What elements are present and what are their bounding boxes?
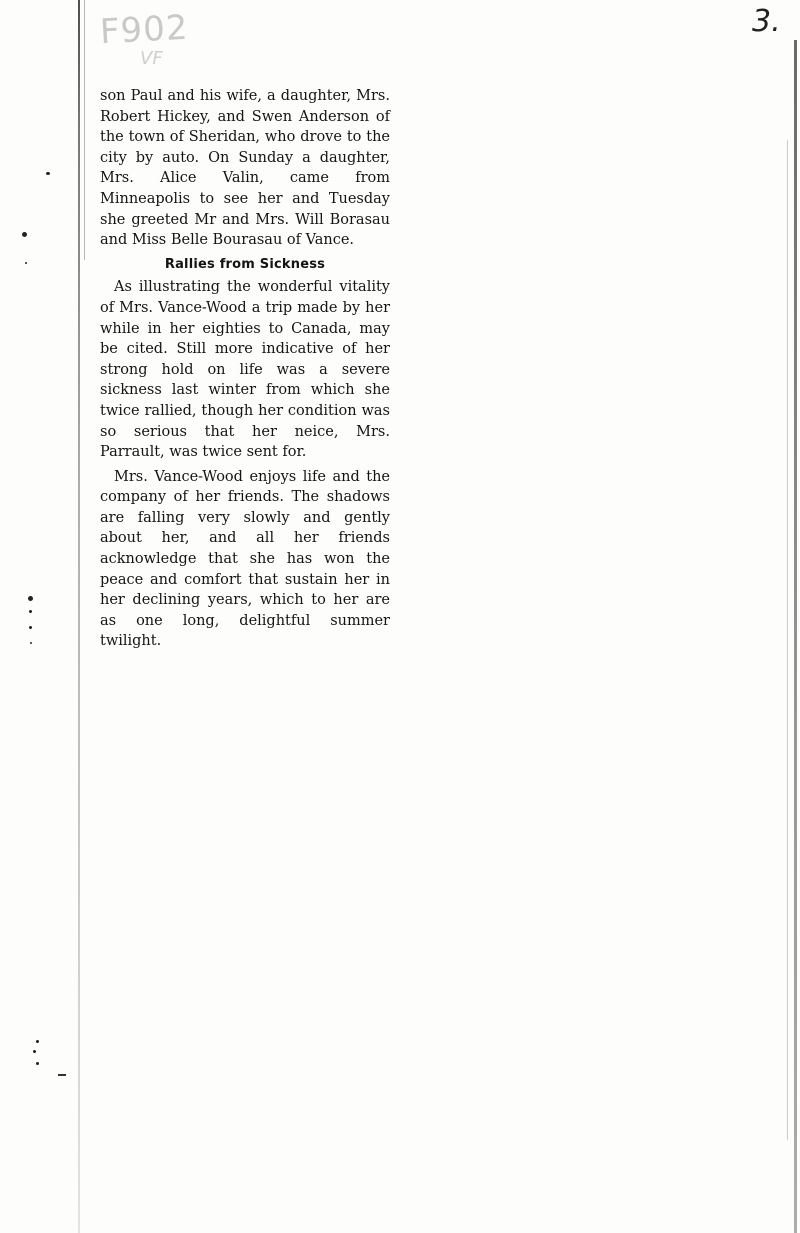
archive-stamp: F902 [99, 7, 190, 53]
margin-speck [36, 1062, 39, 1065]
page-edge-left-inner [84, 0, 85, 260]
margin-speck [29, 626, 32, 629]
archive-stamp-sub: VF [140, 48, 163, 69]
margin-speck [22, 232, 27, 237]
margin-speck [33, 1050, 36, 1053]
margin-speck [30, 642, 32, 644]
article-paragraph: Mrs. Vance-Wood enjoys life and the company of her friends. The shadows are falling very slowly and gently about her, and all her friends acknowledge that she has won the peace and comfort that sustain her in her declining years, which to her are as one long, delightful summer twilight. [100, 468, 390, 650]
margin-speck [36, 1040, 39, 1043]
page-number: 3. [752, 4, 781, 39]
margin-speck [29, 610, 32, 613]
page-edge-right-inner [787, 140, 788, 1140]
margin-speck [46, 172, 50, 175]
article-subheading: Rallies from Sickness [164, 256, 326, 272]
page-edge-right [794, 40, 797, 1233]
margin-speck [28, 596, 33, 601]
margin-speck [25, 262, 27, 264]
article-column [100, 86, 390, 656]
article-paragraph: As illustrating the wonderful vitality of Mrs. Vance-Wood a trip made by her while in her eighties to Canada, may be cited. Still more indicative of her strong hold on life was a severe sickness last winter from which she twice rallied, though her condition was so serious that her neice, Mrs. Parrault, was twice sent for. [100, 279, 390, 461]
page-edge-left [78, 0, 80, 1233]
article-paragraph: son Paul and his wife, a daughter, Mrs. Robert Hickey, and Swen Anderson of the town of Sheridan, who drove to the city by auto. On Sunday a daughter, Mrs. Alice Valin, came from Minneapolis to see her and Tuesday she greeted Mr and Mrs. Will Borasau and Miss Belle Bourasau of Vance. [100, 88, 390, 249]
margin-mark [58, 1074, 66, 1076]
